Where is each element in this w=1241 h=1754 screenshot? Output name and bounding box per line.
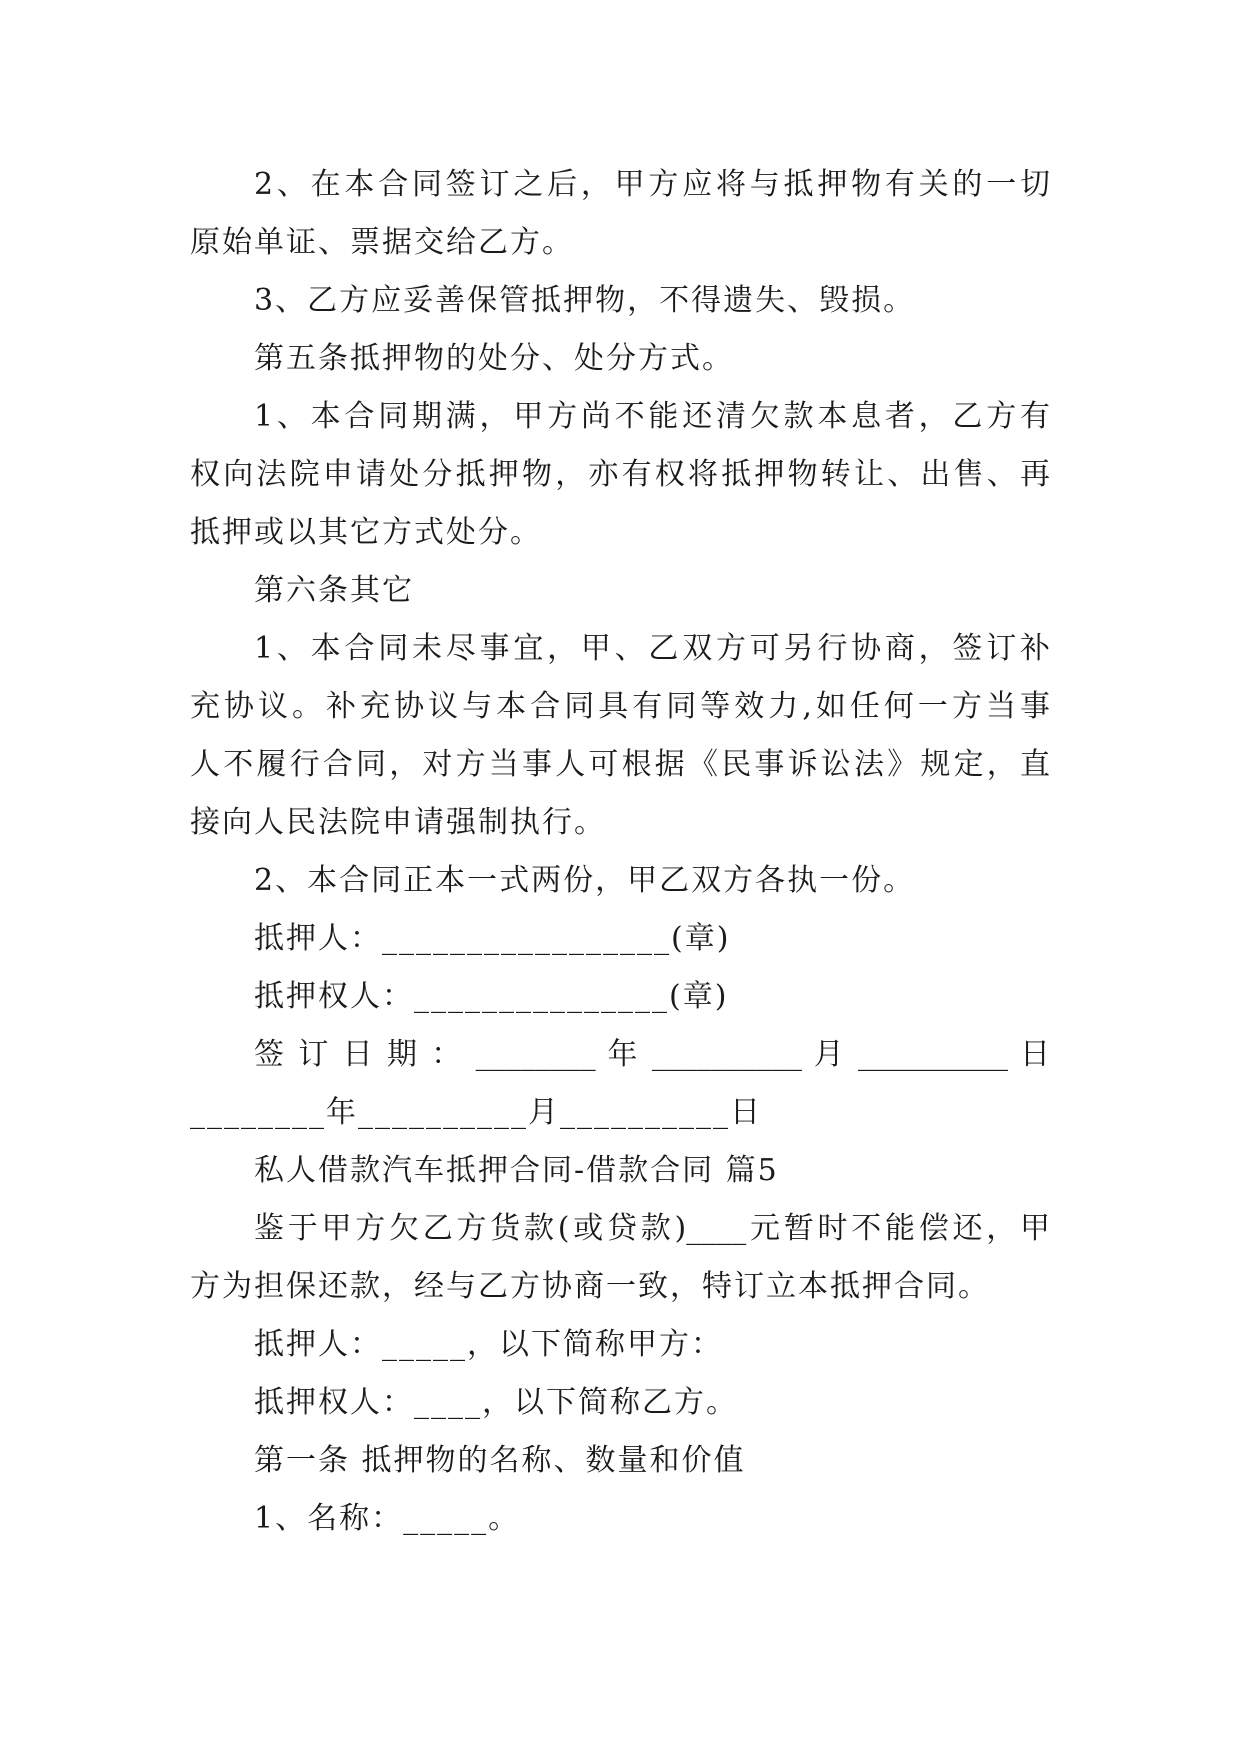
text-line: 接向人民法院申请强制执行。 <box>190 805 606 840</box>
date-line: ________年__________月__________日 <box>190 1095 762 1130</box>
text-line: 充协议。补充协议与本合同具有同等效力,如任何一方当事 <box>190 689 1050 724</box>
text-line: 原始单证、票据交给乙方。 <box>190 225 574 260</box>
text-line: 抵押人：_____，以下简称甲方： <box>254 1327 723 1362</box>
text-line: 第六条其它 <box>254 573 414 608</box>
text-line: 1、名称：_____。 <box>254 1501 521 1536</box>
text-line: 2、本合同正本一式两份，甲乙双方各执一份。 <box>254 863 916 898</box>
text-line: 1、本合同期满，甲方尚不能还清欠款本息者，乙方有 <box>254 399 1050 434</box>
text-line: 方为担保还款，经与乙方协商一致，特订立本抵押合同。 <box>190 1269 990 1304</box>
text-line: 鉴于甲方欠乙方货款(或贷款)____元暂时不能偿还，甲 <box>254 1211 1050 1246</box>
text-line: 第一条 抵押物的名称、数量和价值 <box>254 1443 746 1478</box>
text-line: 抵押权人：____，以下简称乙方。 <box>254 1385 738 1420</box>
section-heading: 私人借款汽车抵押合同-借款合同 篇5 <box>254 1153 779 1188</box>
signature-mortgagee-line: 抵押权人：_______________(章) <box>254 979 729 1014</box>
text-line: 第五条抵押物的处分、处分方式。 <box>254 341 734 376</box>
sign-date-line: 签 订 日 期 ： ________ 年 __________ 月 __________ 日 <box>254 1037 1050 1072</box>
text-line: 抵押或以其它方式处分。 <box>190 515 542 550</box>
text-line: 1、本合同未尽事宜，甲、乙双方可另行协商，签订补 <box>254 631 1050 666</box>
text-line: 2、在本合同签订之后，甲方应将与抵押物有关的一切 <box>254 167 1050 202</box>
text-line: 人不履行合同，对方当事人可根据《民事诉讼法》规定，直 <box>190 747 1050 782</box>
text-line: 权向法院申请处分抵押物，亦有权将抵押物转让、出售、再 <box>190 457 1050 492</box>
text-line: 3、乙方应妥善保管抵押物，不得遗失、毁损。 <box>254 283 916 318</box>
signature-mortgagor-line: 抵押人：_________________(章) <box>254 921 731 956</box>
